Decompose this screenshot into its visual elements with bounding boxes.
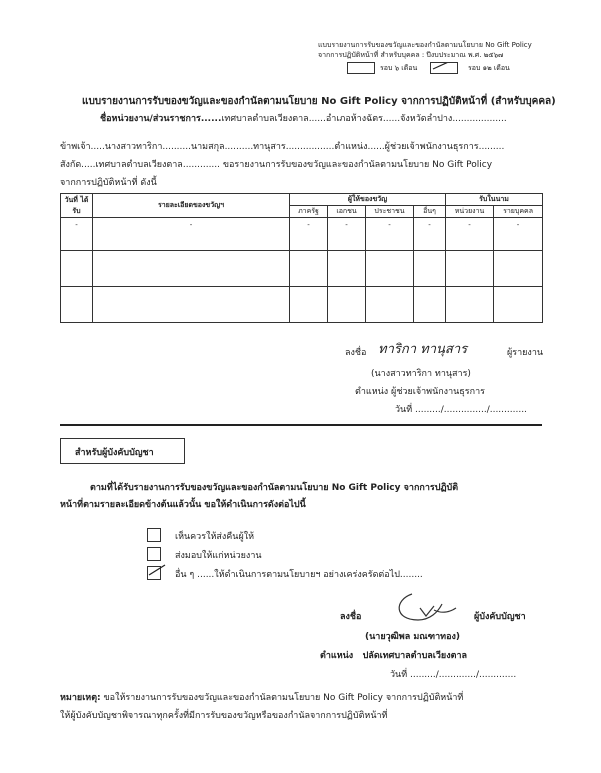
- col-header-receive: รับในนาม: [446, 194, 543, 206]
- check-mark-icon: [431, 63, 457, 73]
- option-return-label: เห็นควรให้ส่งคืนผู้ให้: [175, 532, 255, 542]
- table-cell: [446, 287, 494, 323]
- table-cell: [328, 251, 366, 287]
- position-label: ตำแหน่ง: [320, 651, 354, 661]
- table-cell: [61, 251, 93, 287]
- table-cell: [414, 287, 446, 323]
- round-12-checkbox[interactable]: [430, 62, 458, 74]
- note-text-1: ขอให้รายงานการรับของขวัญและของกำนัลตามนโยบาย No Gift Policy จากการปฏิบัติหน้าที่: [100, 693, 464, 703]
- col-header-date: วันที่ ได้รับ: [61, 194, 93, 218]
- supervisor-para-2: หน้าที่ตามรายละเอียดข้างต้นแล้วนั้น ขอให้ดำเนินการดังต่อไปนี้: [60, 500, 306, 510]
- intro-line-1: ข้าพเจ้า.....นางสาวทาริกา..........นามสกุล..........ทานุสาร.................ตำแหน่ง......ผู้ช่วยเจ้าพนักงานธุรการ.........: [60, 142, 505, 152]
- table-cell: [366, 287, 414, 323]
- position-value: ปลัดเทศบาลตำบลเวียงตาล: [362, 651, 468, 661]
- form-header-line1: แบบรายงานการรับของขวัญและของกำนัลตามนโยบาย No Gift Policy: [318, 41, 532, 49]
- reporter-name: (นางสาวทาริกา ทานุสาร): [371, 369, 471, 379]
- sub-header-private: เอกชน: [328, 206, 366, 218]
- supervisor-signature: [390, 590, 460, 624]
- note-label: หมายเหตุ:: [60, 693, 101, 703]
- table-cell: [446, 251, 494, 287]
- intro-line-3: จากการปฏิบัติหน้าที่ ดังนี้: [60, 178, 157, 188]
- option-return-checkbox[interactable]: [147, 528, 161, 542]
- supervisor-name: (นายวุฒิพล มณฑาทอง): [365, 632, 461, 642]
- sub-header-other: อื่นๆ: [414, 206, 446, 218]
- sub-header-government: ภาครัฐ: [290, 206, 328, 218]
- reporter-role: ผู้รายงาน: [507, 348, 544, 358]
- table-row: [61, 251, 543, 287]
- table-cell: [494, 251, 543, 287]
- sub-header-public: ประชาชน: [366, 206, 414, 218]
- option-handover-label: ส่งมอบให้แก่หน่วยงาน: [175, 551, 262, 561]
- table-cell: -: [414, 218, 446, 251]
- supervisor-position: [320, 648, 467, 662]
- table-cell: -: [93, 218, 290, 251]
- supervisor-role: ผู้บังคับบัญชา: [474, 612, 526, 622]
- round-12-label: รอบ ๑๒ เดือน: [468, 64, 510, 72]
- table-cell: [290, 287, 328, 323]
- table-cell: -: [494, 218, 543, 251]
- table-cell: [290, 251, 328, 287]
- table-cell: [61, 287, 93, 323]
- note-line-2: ให้ผู้บังคับบัญชาพิจารณาทุกครั้งที่มีการรับของขวัญหรือของกำนัลจากการปฏิบัติหน้าที่: [60, 711, 388, 721]
- option-other-label: อื่น ๆ ......ให้ดำเนินการตามนโยบายฯ อย่างเคร่งครัดต่อไป........: [175, 570, 423, 580]
- sub-header-individual: รายบุคคล: [494, 206, 543, 218]
- table-cell: -: [61, 218, 93, 251]
- note-line-1: [60, 690, 463, 704]
- table-row: [61, 287, 543, 323]
- supervisor-date: วันที่ ........./............./.............: [390, 670, 517, 680]
- reporter-date: วันที่ ........./.............../.............: [395, 405, 527, 415]
- table-cell: [494, 287, 543, 323]
- section-divider: [60, 424, 542, 426]
- reporter-signature: ทาริกา ทานุสาร: [378, 342, 468, 357]
- supervisor-heading: สำหรับผู้บังคับบัญชา: [75, 448, 154, 458]
- check-mark-icon: [147, 564, 167, 578]
- table-cell: [93, 287, 290, 323]
- sub-header-agency: หน่วยงาน: [446, 206, 494, 218]
- table-cell: [366, 251, 414, 287]
- table-cell: [414, 251, 446, 287]
- table-cell: -: [290, 218, 328, 251]
- table-cell: -: [446, 218, 494, 251]
- option-other-checkbox[interactable]: [147, 566, 161, 580]
- option-handover-checkbox[interactable]: [147, 547, 161, 561]
- supervisor-heading-box: [60, 438, 185, 464]
- table-cell: -: [328, 218, 366, 251]
- round-6-label: รอบ ๖ เดือน: [380, 64, 418, 72]
- table-cell: [328, 287, 366, 323]
- table-cell: [93, 251, 290, 287]
- col-header-detail: รายละเอียดของขวัญฯ: [93, 194, 290, 218]
- reporter-position: ตำแหน่ง ผู้ช่วยเจ้าพนักงานธุรการ: [355, 387, 485, 397]
- supervisor-para-1: ตามที่ได้รับรายงานการรับของขวัญและของกำนัลตามนโยบาย No Gift Policy จากการปฏิบัติ: [90, 483, 459, 493]
- form-header-line2: จากการปฏิบัติหน้าที่ สำหรับบุคคล : ปีงบประมาณ พ.ศ. ๒๕๖๗: [318, 51, 504, 59]
- unit-value: เทศบาลตำบลเวียงตาล......อำเภอห้างฉัตร......จังหวัดลำปาง...................: [221, 114, 507, 124]
- table-row: [61, 218, 543, 251]
- unit-line: [100, 111, 507, 125]
- unit-label: ชื่อหน่วยงาน/ส่วนราชการ......: [100, 114, 222, 124]
- form-title: แบบรายงานการรับของขวัญและของกำนัลตามนโยบาย No Gift Policy จากการปฏิบัติหน้าที่ (สำหรับบุคคล): [82, 96, 556, 107]
- round-6-checkbox[interactable]: [347, 62, 375, 74]
- intro-line-2: สังกัด.....เทศบาลตำบลเวียงตาล............. ขอรายงานการรับของขวัญและของกำนัลตามนโยบาย No Gift Policy: [60, 160, 493, 170]
- supervisor-sign-label: ลงชื่อ: [340, 612, 362, 622]
- reporter-sign-label: ลงชื่อ: [345, 348, 367, 358]
- gift-report-table: [60, 193, 543, 323]
- col-header-giver: ผู้ให้ของขวัญ: [290, 194, 446, 206]
- table-cell: -: [366, 218, 414, 251]
